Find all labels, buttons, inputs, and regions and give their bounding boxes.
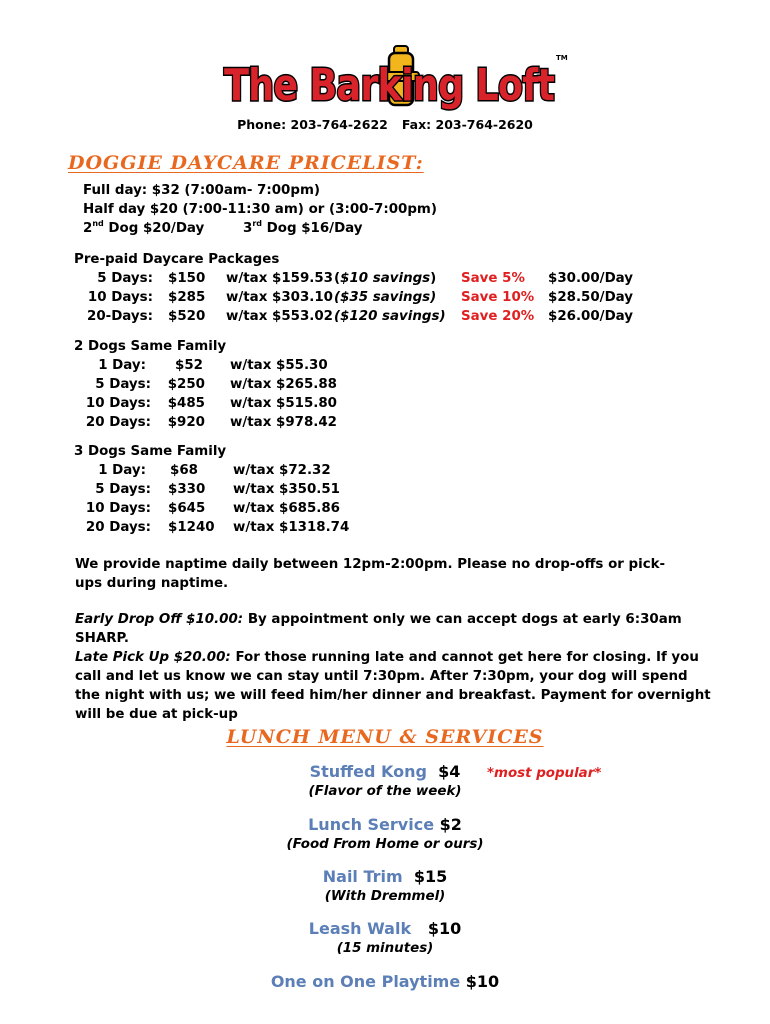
phone-number: Phone: 203-764-2622 [237, 117, 388, 132]
prepaid-title: Pre-paid Daycare Packages [74, 252, 280, 267]
service-stuffed-kong: Stuffed Kong $4 *most popular* [0, 762, 770, 782]
service-one-on-one: One on One Playtime $10 [270, 972, 500, 991]
service-stuffed-kong-detail: (Flavor of the week) [308, 784, 462, 799]
half-day-price: Half day $20 (7:00-11:30 am) or (3:00-7:00pm) [83, 202, 437, 217]
service-leash-walk-detail: (15 minutes) [336, 941, 434, 956]
service-leash-walk: Leash Walk $10 [308, 919, 462, 938]
service-lunch: Lunch Service $2 [308, 815, 462, 834]
trademark-mark: TM [556, 54, 568, 62]
three-dogs-title: 3 Dogs Same Family [74, 444, 227, 459]
service-nail-trim: Nail Trim $15 [322, 867, 448, 886]
third-dog-price: 3rd Dog $16/Day [243, 219, 363, 236]
most-popular-badge: *most popular* [487, 766, 602, 781]
service-lunch-detail: (Food From Home or ours) [286, 837, 484, 852]
fax-number: Fax: 203-764-2620 [401, 117, 533, 132]
late-pick-up: Late Pick Up $20.00: For those running late and cannot get here for closing. If you call and let us know we can stay until 7:30pm. After 7:30pm, your dog will spend the night with us; we will feed him/her dinner and breakfast. Payment for overnight will be due at pick-up [75, 650, 711, 722]
lunch-menu-title: LUNCH MENU & SERVICES [226, 726, 544, 748]
full-day-price: Full day: $32 (7:00am- 7:00pm) [83, 183, 321, 198]
naptime-note: We provide naptime daily between 12pm-2:00pm. Please no drop-offs or pick-ups during naptime. [75, 557, 666, 591]
logo-wordmark: The Barking Loft [224, 60, 555, 111]
barking-loft-logo [222, 42, 568, 118]
service-nail-trim-detail: (With Dremmel) [324, 889, 446, 904]
second-dog-price: 2nd Dog $20/Day [83, 219, 205, 236]
early-drop-off: Early Drop Off $10.00: By appointment only we can accept dogs at early 6:30am SHARP. [75, 612, 682, 646]
two-dogs-title: 2 Dogs Same Family [74, 339, 227, 354]
pricelist-title: DOGGIE DAYCARE PRICELIST: [68, 152, 424, 174]
contact-line [0, 117, 770, 132]
